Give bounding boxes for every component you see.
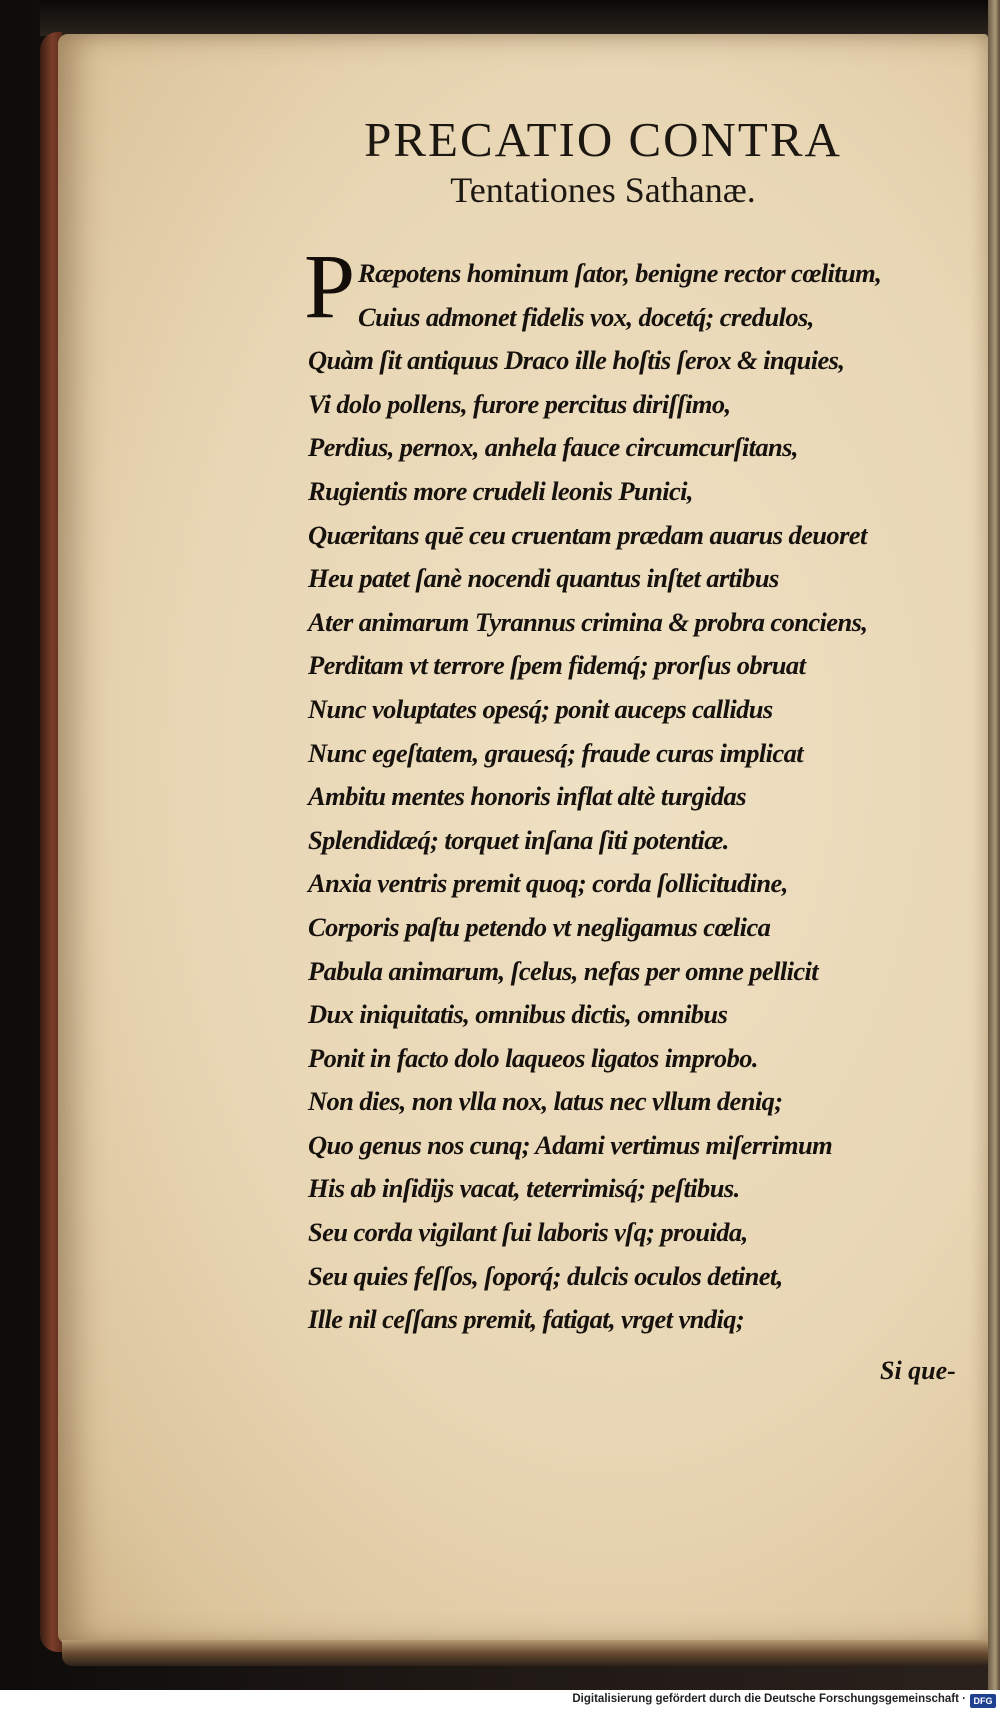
poem-line: His ab inſidijs vacat, teterrimisq́; peſtibus. (308, 1173, 740, 1204)
heading-title: PRECATIO CONTRA (364, 112, 842, 167)
poem-line: Perditam vt terrore ſpem fidemq́; prorſus obruat (308, 650, 806, 681)
poem-line: Splendidæq́; torquet inſana ſiti potentiæ. (308, 824, 729, 855)
poem-line: Rugientis more crudeli leonis Punici, (308, 475, 693, 506)
poem-line: Non dies, non vlla nox, latus nec vllum deniq; (308, 1086, 783, 1117)
poem-line: Quo genus nos cunq; Adami vertimus miſerrimum (308, 1129, 833, 1160)
scan-top-edge (40, 0, 1000, 36)
funding-notice: Digitalisierung gefördert durch die Deutsche Forschungsgemeinschaft · (572, 1693, 966, 1705)
poem-line: Pabula animarum, ſcelus, nefas per omne pellicit (308, 955, 819, 986)
poem-line: Anxia ventris premit quoq; corda ſollicitudine, (308, 868, 788, 899)
catchword: Si que- (880, 1356, 956, 1385)
poem-line: Ater animarum Tyrannus crimina & probra conciens, (308, 606, 868, 637)
poem-text (308, 252, 978, 1342)
poem-line: Corporis paſtu petendo vt negligamus cœlica (308, 911, 771, 942)
poem-line: Ille nil ceſſans premit, fatigat, vrget vndiq; (308, 1304, 745, 1335)
dfg-logo-icon: DFG (970, 1694, 996, 1708)
poem-line: Nunc voluptates opesq́; ponit auceps callidus (308, 693, 773, 724)
poem-line: Seu quies feſſos, ſoporq́; dulcis oculos detinet, (308, 1260, 783, 1291)
poem-line: Nunc egeſtatem, grauesq́; fraude curas implicat (308, 737, 804, 768)
poem-line: Dux iniquitatis, omnibus dictis, omnibus (308, 999, 728, 1030)
poem-line: Heu patet ſanè nocendi quantus inſtet artibus (308, 563, 779, 594)
poem-line: Cuius admonet fidelis vox, docetq́; credulos, (358, 301, 814, 332)
poem-line: Ræpotens hominum ſator, benigne rector cœlitum, (358, 258, 882, 288)
poem-line: Quàm ſit antiquus Draco ille hoſtis ſerox & inquies, (308, 345, 845, 376)
poem-line: Seu corda vigilant ſui laboris vſq; prouida, (308, 1217, 748, 1248)
drop-cap-initial: P (304, 235, 356, 337)
heading-subtitle: Tentationes Sathanæ. (450, 170, 756, 210)
poem-line: Vi dolo pollens, furore percitus diriſſimo, (308, 388, 731, 419)
page-heading (258, 112, 948, 212)
poem-line: Quæritans quē ceu cruentam prædam auarus deuoret (308, 519, 867, 550)
poem-line: Ambitu mentes honoris inflat altè turgidas (308, 781, 746, 812)
page-stack-edge (988, 0, 1000, 1712)
poem-line: Perdius, pernox, anhela fauce circumcurſitans, (308, 432, 798, 463)
poem-line: Ponit in facto dolo laqueos ligatos improbo. (308, 1042, 758, 1073)
page-bottom-edge (62, 1640, 988, 1666)
